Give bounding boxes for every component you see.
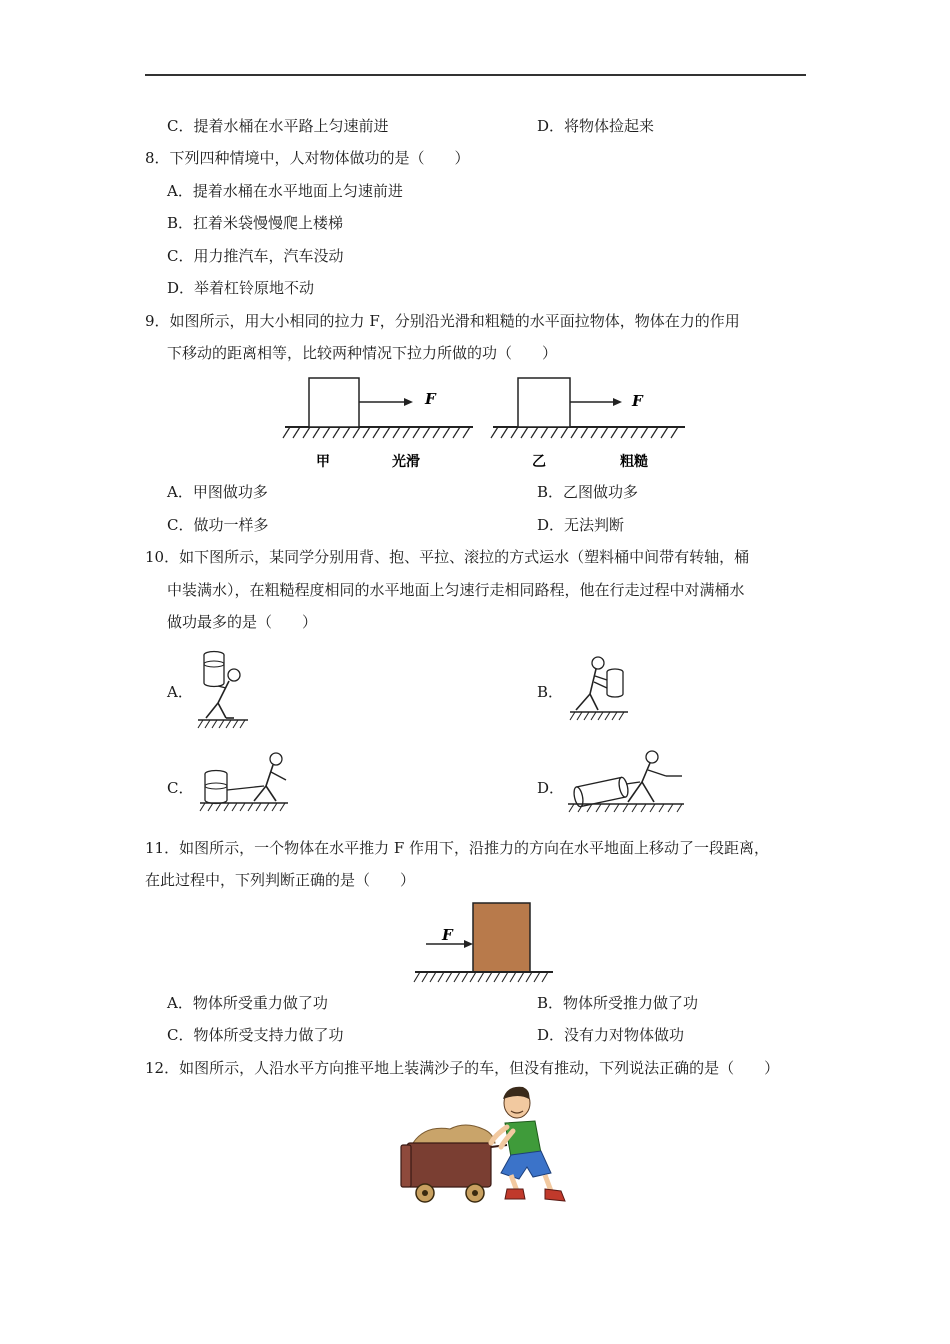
q10-option-b-label: B． — [537, 683, 564, 701]
q9-option-b: B．乙图做功多 — [537, 483, 639, 501]
q9-left-diagram — [283, 378, 473, 438]
q11-box — [473, 903, 530, 972]
q11-stem-line1: 11．如图所示，一个物体在水平推力 F 作用下，沿推力的方向在水平地面上移动了一段距离， — [145, 839, 770, 857]
sand-cart — [401, 1125, 507, 1202]
boy-figure — [491, 1087, 565, 1201]
q9-right-diagram — [491, 378, 685, 438]
q11-stem-line2: 在此过程中，下列判断正确的是（ ） — [145, 871, 416, 889]
q11-force-label: F — [442, 926, 453, 944]
q9-stem-line1: 9．如图所示，用大小相同的拉力 F，分别沿光滑和粗糙的水平面拉物体，物体在力的作用 — [145, 312, 740, 330]
q10-figure-b-hold-in-arms — [568, 654, 632, 726]
q11-option-c: C．物体所受支持力做了功 — [167, 1026, 344, 1044]
q8-option-b: B．扛着米袋慢慢爬上楼梯 — [167, 214, 344, 232]
q10-option-d-label: D． — [537, 779, 565, 797]
q10-stem-line2: 中装满水），在粗糙程度相同的水平地面上匀速行走相同路程，他在行走过程中对满桶水 — [167, 581, 745, 599]
q12-figure-boy-pushing-cart — [395, 1083, 580, 1211]
q9-left-name: 甲 — [316, 454, 330, 470]
prev-option-d: D．将物体捡起来 — [537, 117, 655, 135]
q8-stem: 8．下列四种情境中，人对物体做功的是（ ） — [145, 149, 470, 167]
q11-option-d: D．没有力对物体做功 — [537, 1026, 685, 1044]
q9-left-block — [309, 378, 359, 427]
header-rule — [145, 74, 806, 76]
q9-stem-line2: 下移动的距离相等，比较两种情况下拉力所做的功（ ） — [167, 344, 558, 362]
q9-left-force-label: F — [425, 390, 436, 408]
q12-stem: 12．如图所示，人沿水平方向推平地上装满沙子的车，但没有推动，下列说法正确的是（ ） — [145, 1059, 780, 1077]
q8-option-a: A．提着水桶在水平地面上匀速前进 — [167, 182, 403, 200]
q9-right-surface: 粗糙 — [620, 454, 648, 470]
q10-figure-c-drag-flat — [198, 748, 290, 816]
q9-option-d: D．无法判断 — [537, 516, 625, 534]
q10-figure-d-roll — [566, 746, 688, 818]
q9-option-c: C．做功一样多 — [167, 516, 269, 534]
prev-option-c: C．提着水桶在水平路上匀速前进 — [167, 117, 389, 135]
q8-option-d: D．举着杠铃原地不动 — [167, 279, 315, 297]
q11-option-b: B．物体所受推力做了功 — [537, 994, 699, 1012]
q9-right-force-label: F — [632, 392, 643, 410]
q10-stem-line3: 做功最多的是（ ） — [167, 613, 318, 631]
q10-figure-a-carry-on-back — [196, 648, 256, 734]
q9-right-name: 乙 — [532, 454, 546, 470]
q9-right-block — [518, 378, 570, 427]
q9-option-a: A．甲图做功多 — [167, 483, 268, 501]
q9-figure — [280, 372, 690, 472]
q10-option-c-label: C． — [167, 779, 194, 797]
q10-stem-line1: 10．如下图所示，某同学分别用背、抱、平拉、滚拉的方式运水（塑料桶中间带有转轴，桶 — [145, 548, 750, 566]
q10-option-a-label: A． — [167, 683, 193, 701]
q8-option-c: C．用力推汽车，汽车没动 — [167, 247, 344, 265]
q11-option-a: A．物体所受重力做了功 — [167, 994, 328, 1012]
q11-figure — [412, 898, 557, 986]
q9-left-surface: 光滑 — [392, 454, 420, 470]
